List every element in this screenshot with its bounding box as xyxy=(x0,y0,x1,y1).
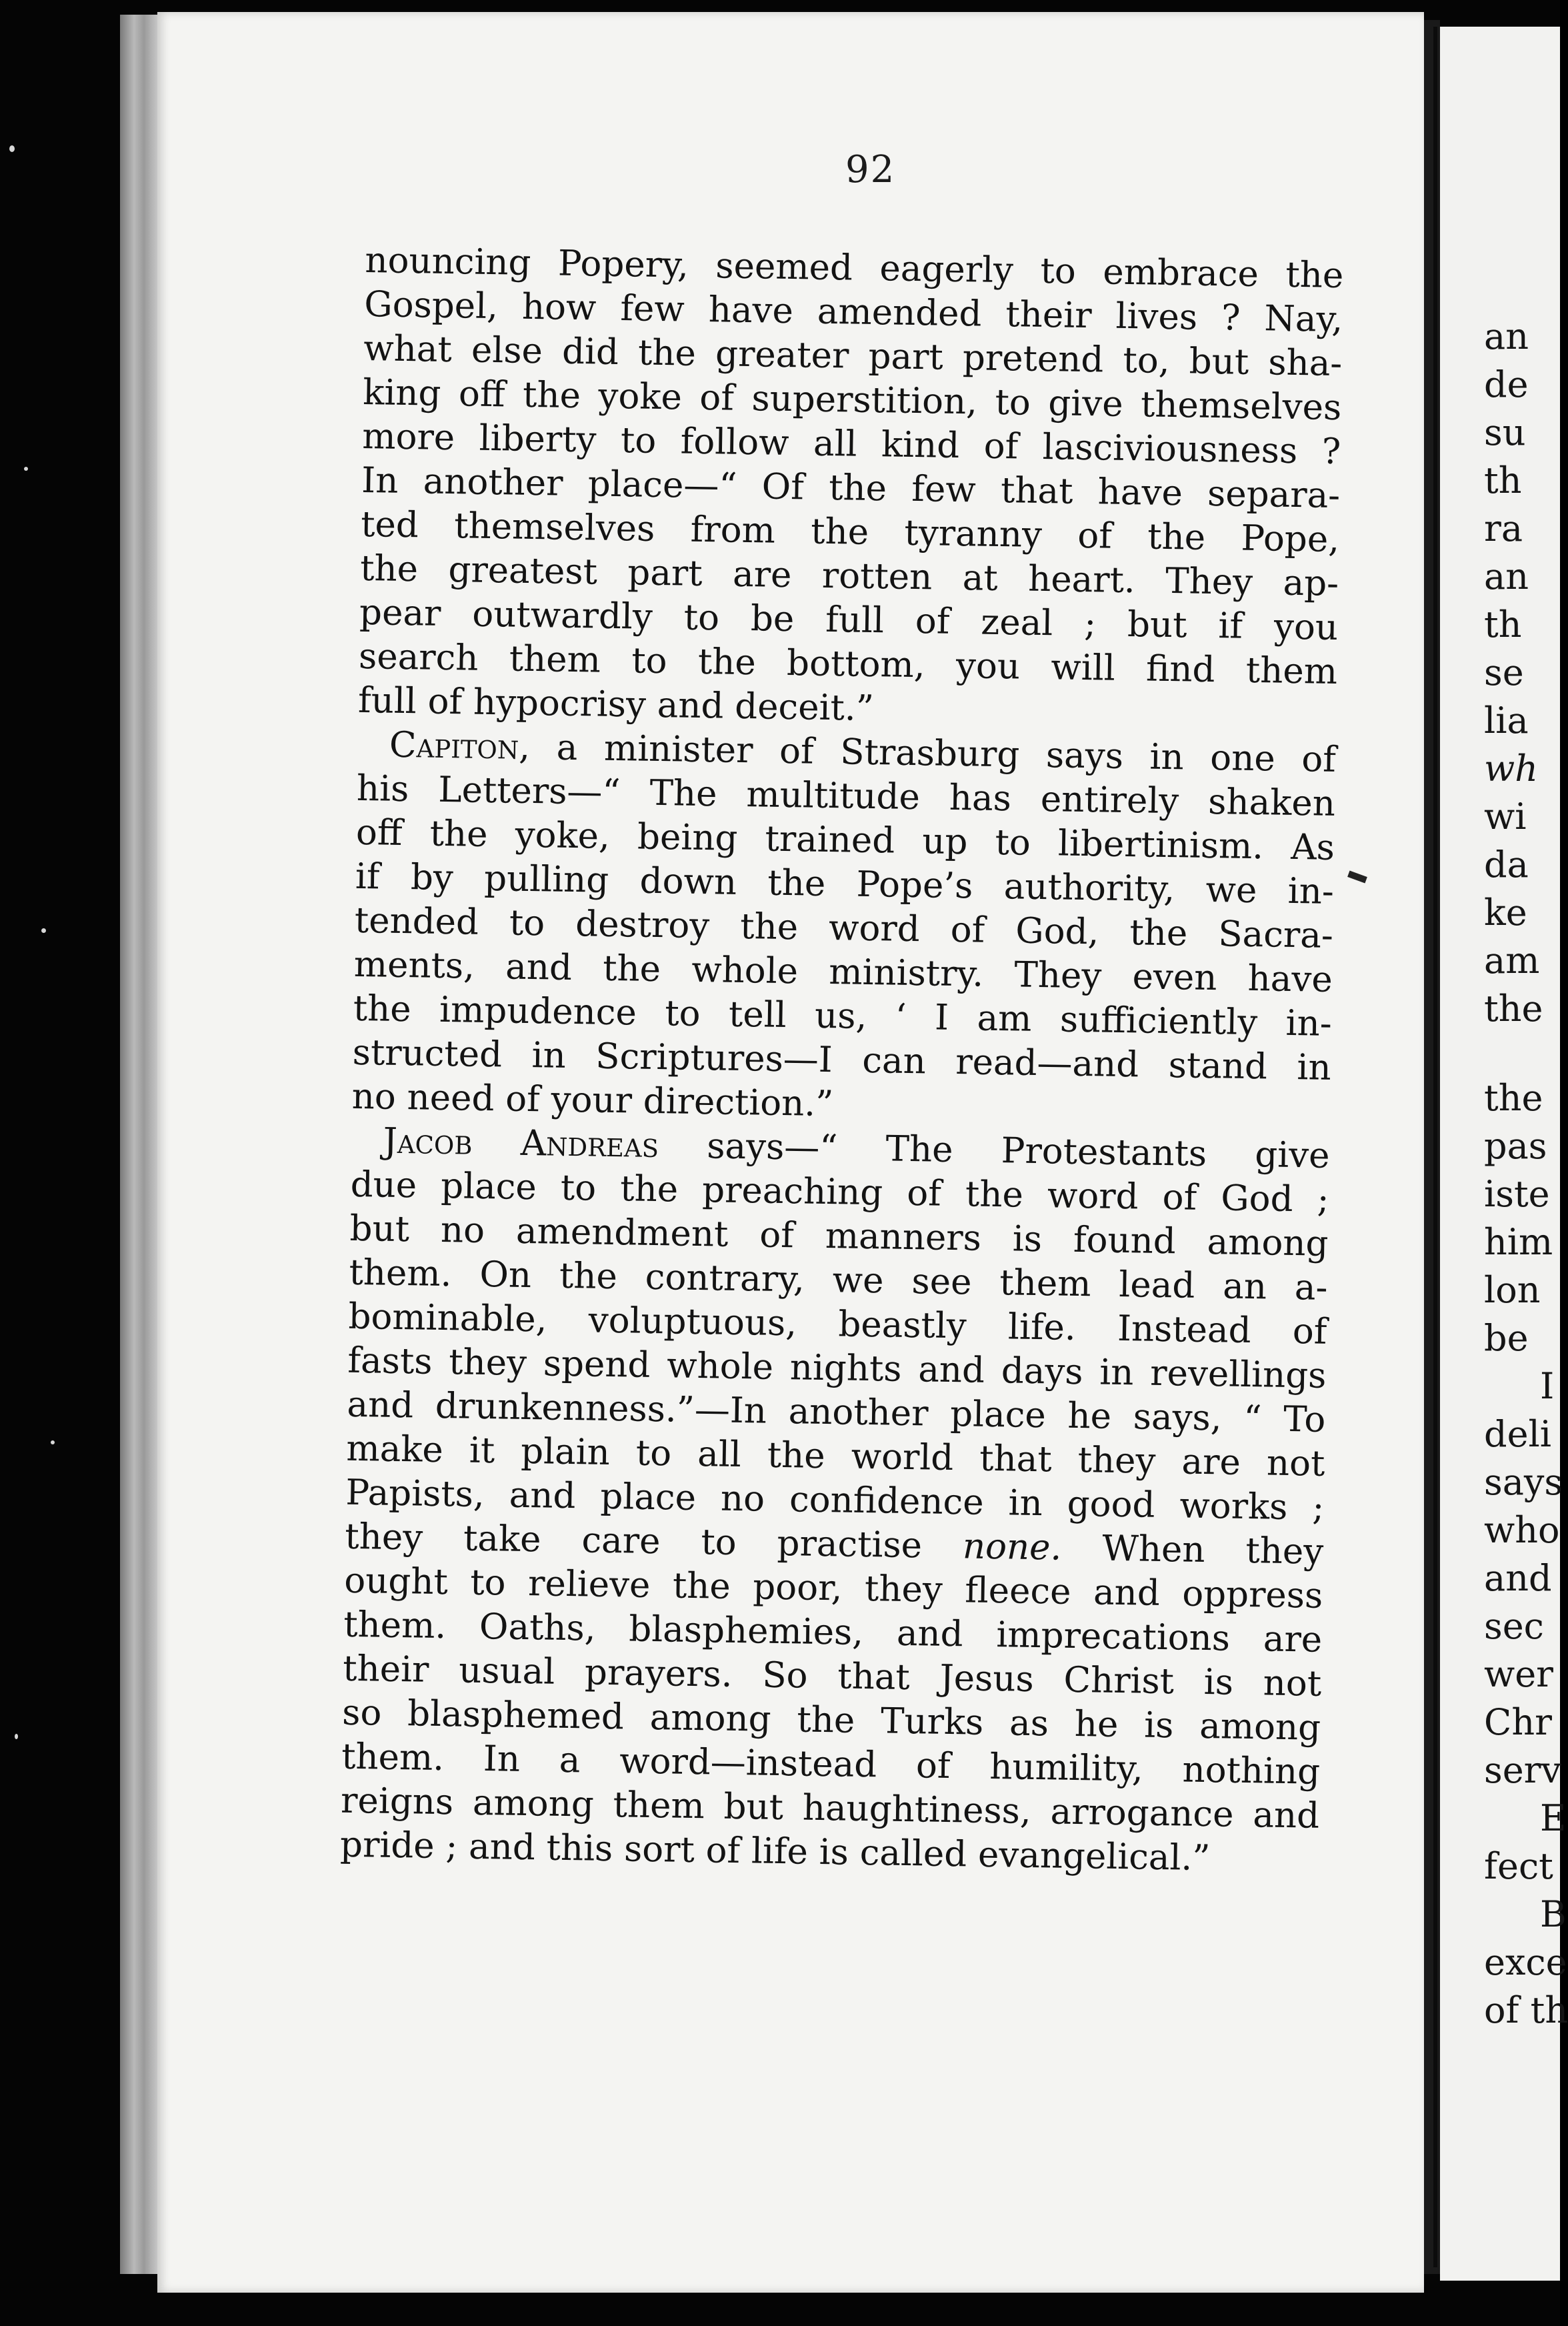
gutter-line xyxy=(1433,27,1437,2267)
text-line: what else did the greater part pretend to, but sha- xyxy=(363,327,1343,385)
text-line: pear outwardly to be full of zeal ; but if you xyxy=(359,592,1339,648)
facing-page-fragment: E xyxy=(1540,1797,1567,1839)
facing-page-fragment: Chr xyxy=(1484,1701,1552,1743)
facing-page-fragment: wi xyxy=(1484,796,1527,838)
text-line: due place to the preaching of the word of God ; xyxy=(350,1164,1330,1220)
facing-page-fragment: of th xyxy=(1484,1989,1568,2031)
facing-page-fragment: lia xyxy=(1484,700,1529,742)
facing-page-fragment: serv xyxy=(1484,1749,1561,1791)
text-line: tended to destroy the word of God, the Sacra- xyxy=(354,900,1334,956)
text-line: off the yoke, being trained up to libertinism. As xyxy=(355,812,1335,868)
facing-page-fragment: wer xyxy=(1484,1653,1553,1695)
facing-page-fragment: da xyxy=(1484,844,1529,886)
facing-page-fragment: I xyxy=(1540,1365,1555,1407)
text-line: so blasphemed among the Turks as he is among xyxy=(341,1692,1321,1749)
text-line: Gospel, how few have amended their lives ? Nay, xyxy=(363,283,1343,341)
facing-page-fragment: the xyxy=(1484,988,1543,1030)
page-number: 92 xyxy=(845,148,896,191)
facing-page-fragment: an xyxy=(1484,555,1529,598)
page-body-text xyxy=(340,239,1344,1883)
text-line: search them to the bottom, you will find them xyxy=(358,636,1338,692)
facing-page-fragment: lon xyxy=(1484,1269,1541,1311)
facing-page-fragment: su xyxy=(1484,411,1526,453)
facing-page-fragment: and xyxy=(1484,1557,1552,1599)
text-line: ought to relieve the poor, they fleece and oppress xyxy=(343,1560,1323,1616)
facing-page-fragment: B xyxy=(1540,1893,1567,1935)
text-line-rest: says—“ The Protestants give xyxy=(658,1125,1331,1176)
facing-page-fragment: th xyxy=(1484,604,1522,646)
facing-page-fragment: deli xyxy=(1484,1413,1552,1455)
text-line: bominable, voluptuous, beastly life. Instead of xyxy=(348,1296,1327,1352)
facing-page-fragment: an xyxy=(1484,315,1529,357)
text-line: structed in Scriptures—I can read—and stand in xyxy=(352,1032,1332,1088)
facing-page-fragment: him xyxy=(1484,1221,1553,1263)
text-line: but no amendment of manners is found among xyxy=(349,1208,1329,1264)
text-line: In another place—“ Of the few that have separa- xyxy=(361,459,1341,517)
text-line: his Letters—“ The multitude has entirely shaken xyxy=(356,768,1336,824)
text-line: reigns among them but haughtiness, arrogance and xyxy=(340,1780,1320,1837)
text-line: them. Oaths, blasphemies, and imprecations are xyxy=(343,1604,1323,1660)
text-line: pride ; and this sort of life is called evangelical.” xyxy=(339,1824,1211,1879)
text-line: no need of your direction.” xyxy=(351,1076,834,1125)
facing-page-fragment: exce xyxy=(1484,1941,1567,1983)
text-line: nouncing Popery, seemed eagerly to embrace the xyxy=(365,239,1344,297)
facing-page-fragment: ke xyxy=(1484,892,1527,934)
text-line: the impudence to tell us, ‘ I am sufficiently in- xyxy=(353,988,1333,1044)
facing-page-fragment: sec xyxy=(1484,1605,1544,1647)
facing-page-fragment: se xyxy=(1484,652,1524,694)
text-line: and drunkenness.”—In another place he says, “ To xyxy=(347,1384,1326,1440)
facing-page-fragment: fect xyxy=(1484,1845,1553,1887)
page-gutter-shadow xyxy=(1424,20,1440,2274)
italic-word: none. xyxy=(962,1526,1062,1568)
facing-page-fragment: wh xyxy=(1484,748,1538,790)
text-line: full of hypocrisy and deceit.” xyxy=(357,680,875,730)
facing-page-fragment: am xyxy=(1484,940,1540,982)
dust-speck xyxy=(24,467,28,471)
text-segment: they take care to practise xyxy=(344,1516,963,1567)
dust-speck xyxy=(51,1440,55,1444)
text-segment: When they xyxy=(1061,1527,1324,1572)
text-line: king off the yoke of superstition, to give themselves xyxy=(362,371,1342,429)
text-line: if by pulling down the Pope’s authority, we in- xyxy=(355,856,1335,912)
text-line: Papists, and place no confidence in good works ; xyxy=(345,1472,1325,1528)
facing-page-fragment: who xyxy=(1484,1509,1560,1551)
text-line-rest: , a minister of Strasburg says in one of xyxy=(518,726,1337,780)
text-line: them. On the contrary, we see them lead an a- xyxy=(349,1252,1328,1308)
text-line: fasts they spend whole nights and days in revellings xyxy=(347,1340,1327,1396)
facing-page-fragment: th xyxy=(1484,459,1522,501)
author-name-capiton: Capiton xyxy=(389,724,519,768)
dust-speck xyxy=(15,1734,18,1739)
text-line: ments, and the whole ministry. They even have xyxy=(353,944,1333,1000)
facing-page-fragment: be xyxy=(1484,1317,1529,1359)
facing-page-fragment: de xyxy=(1484,363,1529,405)
text-line: their usual prayers. So that Jesus Christ is not xyxy=(342,1648,1322,1704)
facing-page xyxy=(1440,27,1568,2281)
facing-page-fragment: pas xyxy=(1484,1125,1547,1167)
facing-page-fragment: says xyxy=(1484,1461,1563,1503)
text-line: more liberty to follow all kind of lasciviousness ? xyxy=(361,415,1341,473)
text-line: ted themselves from the tyranny of the Pope, xyxy=(360,503,1340,561)
facing-page-fragment: the xyxy=(1484,1077,1543,1119)
text-line: the greatest part are rotten at heart. They ap- xyxy=(359,547,1339,604)
facing-page-fragment: ra xyxy=(1484,507,1523,549)
dust-speck xyxy=(41,928,46,933)
dust-speck xyxy=(9,145,15,152)
facing-page-fragment: iste xyxy=(1484,1173,1550,1215)
page-edge-stack xyxy=(120,15,160,2274)
author-name-jacob-andreas: Jacob Andreas xyxy=(383,1120,659,1166)
text-line: them. In a word—instead of humility, nothing xyxy=(341,1736,1321,1793)
text-line: make it plain to all the world that they are not xyxy=(346,1428,1325,1484)
